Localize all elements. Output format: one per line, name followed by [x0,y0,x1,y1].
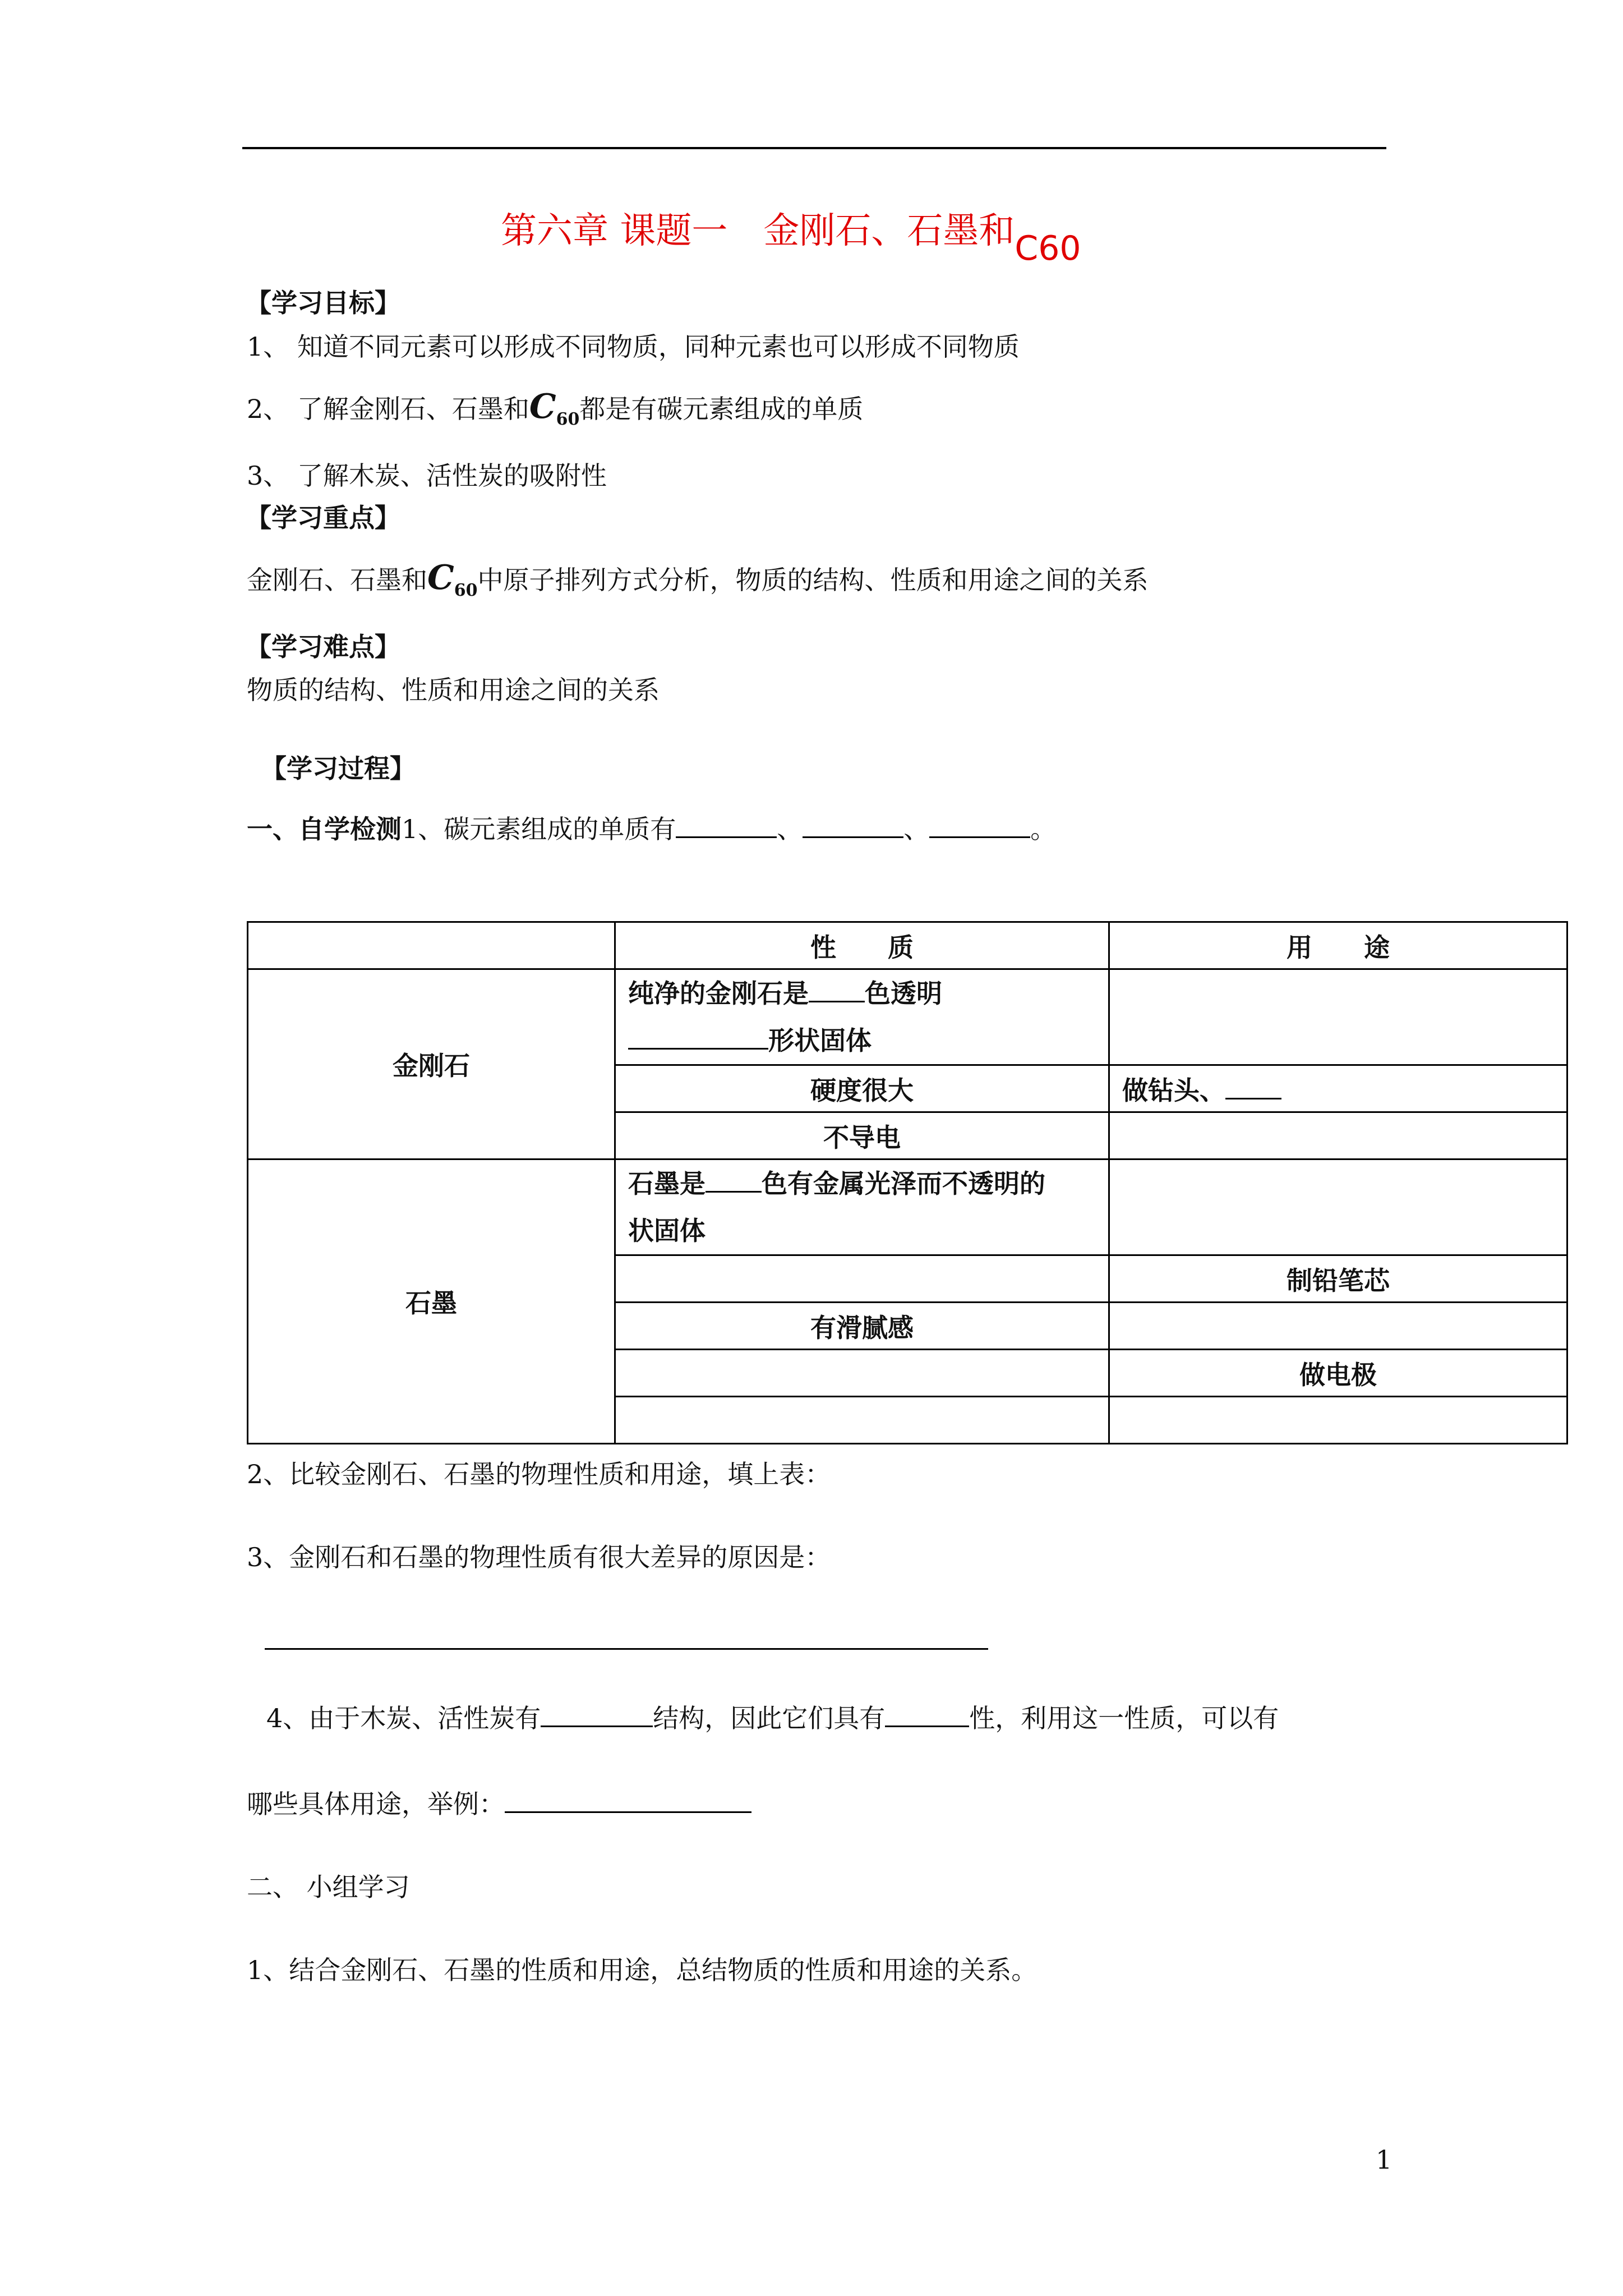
key-points-heading: 【学习重点】 [246,503,400,533]
answer-blank[interactable] [676,814,777,838]
answer-blank[interactable] [803,814,903,838]
answer-blank[interactable] [1225,1075,1281,1099]
table-cell[interactable] [615,1255,1109,1303]
key-points-text: 金刚石、石墨和$C_{60}$中原子排列方式分析，物质的结构、性质和用途之间的关系 [247,558,1149,600]
answer-blank[interactable] [929,814,1030,838]
c60-formula: $C_{60}$ [427,558,478,600]
table-cell[interactable] [1109,1159,1567,1255]
objective-2 [247,387,864,430]
objective-3: 3、 了解木炭、活性炭的吸附性 [247,461,607,491]
diamond-color-cell: 纯净的金刚石是 色透明 形状固体 [615,969,1109,1065]
section1-label: 一、自学检测 [247,814,402,844]
header-uses: 用 途 [1109,922,1567,969]
properties-table [247,921,1568,1444]
graphite-label: 石墨 [248,1159,615,1444]
answer-blank[interactable] [505,1789,751,1813]
graphite-color-cell: 石墨是 色有金属光泽而不透明的 状固体 [615,1159,1109,1255]
table-row [248,969,1567,1065]
answer-blank[interactable] [628,1025,768,1050]
table-cell[interactable] [1109,1397,1567,1444]
answer-blank[interactable] [541,1703,653,1727]
table-cell[interactable] [615,1397,1109,1444]
difficulty-heading: 【学习难点】 [246,632,400,662]
graphite-use-pencil: 制铅笔芯 [1109,1255,1567,1303]
table-header-row [248,922,1567,969]
question-2: 2、比较金刚石、石墨的物理性质和用途，填上表： [247,1459,831,1489]
diamond-hardness: 硬度很大 [615,1065,1109,1112]
table-row [248,1159,1567,1255]
question-3: 3、金刚石和石墨的物理性质有很大差异的原因是： [247,1542,831,1572]
diamond-use-cell: 做钻头、 [1109,1065,1567,1112]
graphite-use-electrode: 做电极 [1109,1350,1567,1397]
diamond-label: 金刚石 [248,969,615,1159]
table-cell [248,922,615,969]
table-cell[interactable] [1109,969,1567,1065]
header-rule [242,147,1386,149]
difficulty-text: 物质的结构、性质和用途之间的关系 [247,675,660,705]
answer-line[interactable] [265,1648,988,1650]
table-cell[interactable] [1109,1303,1567,1350]
table-cell[interactable] [1109,1112,1567,1159]
page-title [501,209,1081,268]
question-4-line1: 4、由于木炭、活性炭有 结构，因此它们具有 性，利用这一性质，可以有 [266,1703,1279,1733]
process-heading: 【学习过程】 [261,753,416,784]
objective-2-text: 2、 了解金刚石、石墨和 [247,394,529,424]
diamond-conductivity: 不导电 [615,1112,1109,1159]
question-4-line2: 哪些具体用途，举例： [247,1787,751,1821]
graphite-slippery: 有滑腻感 [615,1303,1109,1350]
answer-blank[interactable] [706,1168,762,1193]
objective-2-tail: 都是有碳元素组成的单质 [579,394,864,424]
header-properties: 性 质 [615,922,1109,969]
title-sub: C60 [1015,229,1081,268]
objective-1: 1、 知道不同元素可以形成不同物质，同种元素也可以形成不同物质 [247,332,1020,362]
page-number: 1 [1376,2145,1393,2175]
section2-item1: 1、结合金刚石、石墨的性质和用途，总结物质的性质和用途的关系。 [247,1955,1038,1985]
section2-heading: 二、 小组学习 [247,1872,410,1902]
answer-blank[interactable] [885,1703,969,1727]
self-check-q1: 一、自学检测1、碳元素组成的单质有 、 、 。 [247,814,1057,844]
table-cell[interactable] [615,1350,1109,1397]
answer-blank[interactable] [809,978,865,1002]
c60-formula: $C_{60}$ [529,387,580,429]
title-main: 第六章 课题一 金刚石、石墨和 [501,210,1015,252]
objectives-heading: 【学习目标】 [246,288,400,318]
